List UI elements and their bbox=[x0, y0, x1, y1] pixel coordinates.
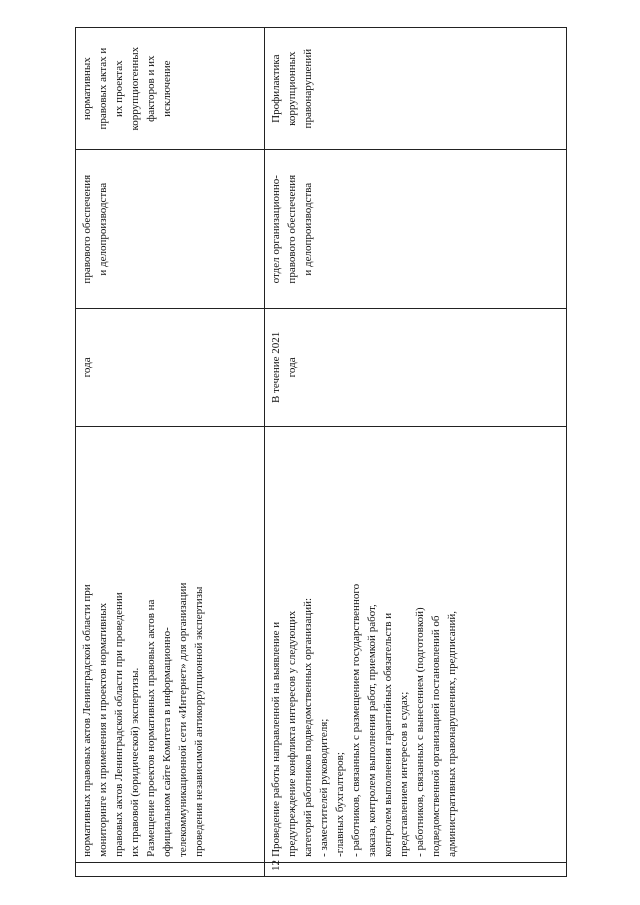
plan-table bbox=[75, 27, 567, 877]
responsible-cell bbox=[265, 150, 567, 309]
row-number-cell: 12 bbox=[265, 862, 567, 876]
result-line: Профилактика bbox=[270, 54, 282, 123]
result-line: коррупционных bbox=[286, 51, 298, 126]
responsible-line: отдел организационно- bbox=[270, 175, 282, 284]
measure-line: Размещение проектов нормативных правовых актов на bbox=[145, 599, 157, 857]
rotated-page bbox=[75, 27, 565, 877]
date-cell bbox=[265, 309, 567, 427]
result-line: факторов и их bbox=[145, 55, 157, 122]
measure-line: проведения независимой антикоррупционной экспертизы bbox=[193, 586, 205, 857]
result-line: правонарушений bbox=[302, 48, 314, 129]
result-line: их проектах bbox=[113, 60, 125, 117]
result-line: коррупциогенных bbox=[129, 46, 141, 131]
responsible-line: правового обеспечения bbox=[286, 174, 298, 284]
responsible-line: правового обеспечения bbox=[81, 174, 93, 284]
measure-line: их правовой (юридической) экспертизы. bbox=[129, 667, 141, 857]
measure-line: - заместителей руководителя; bbox=[318, 718, 330, 857]
measure-line: административных правонарушениях, предписаний, bbox=[446, 610, 458, 857]
measure-line: нормативных правовых актов Ленинградской области при bbox=[81, 584, 93, 857]
measure-line: заказа, контролем выполнения работ, приемкой работ, bbox=[366, 604, 378, 857]
measure-cell bbox=[265, 426, 567, 862]
date-line: В течение 2021 bbox=[270, 331, 282, 404]
result-cell bbox=[265, 28, 567, 150]
measure-line: категорий работников подведомственных организаций: bbox=[302, 597, 314, 857]
measure-cell bbox=[76, 426, 265, 862]
measure-line: официальном сайте Комитета в информационно- bbox=[161, 627, 173, 857]
table-row bbox=[76, 28, 265, 877]
responsible-line: и делопроизводства bbox=[302, 182, 314, 276]
measure-line: представлением интересов в судах; bbox=[398, 691, 410, 857]
measure-line: - работников, связанных с размещением государственного bbox=[350, 583, 362, 857]
measure-line: правовых актов Ленинградской области при проведении bbox=[113, 592, 125, 857]
result-line: правовых актах и bbox=[97, 47, 109, 130]
measure-line: контролем выполнения гарантийных обязательств и bbox=[382, 612, 394, 857]
responsible-cell bbox=[76, 150, 265, 309]
result-cell bbox=[76, 28, 265, 150]
date-cell: года bbox=[76, 309, 265, 427]
table-row bbox=[265, 28, 567, 877]
measure-line: подведомственной организацией постановлений об bbox=[430, 615, 442, 857]
measure-line: - работников, связанных с вынесением (подготовкой) bbox=[414, 607, 426, 857]
measure-line: мониторинге их применения и проектов нормативных bbox=[97, 602, 109, 857]
result-line: нормативных bbox=[81, 57, 93, 121]
measure-line: телекоммуникационной сети «Интернет» для организации bbox=[177, 582, 189, 857]
measure-line: Проведение работы направленной на выявление и bbox=[270, 621, 282, 857]
measure-line: -главных бухгалтеров; bbox=[334, 752, 346, 857]
result-line: исключение bbox=[161, 60, 173, 117]
row-number-cell bbox=[76, 862, 265, 876]
date-line: года bbox=[286, 357, 298, 378]
measure-line: предупреждение конфликта интересов у следующих bbox=[286, 610, 298, 857]
responsible-line: и делопроизводства bbox=[97, 182, 109, 276]
